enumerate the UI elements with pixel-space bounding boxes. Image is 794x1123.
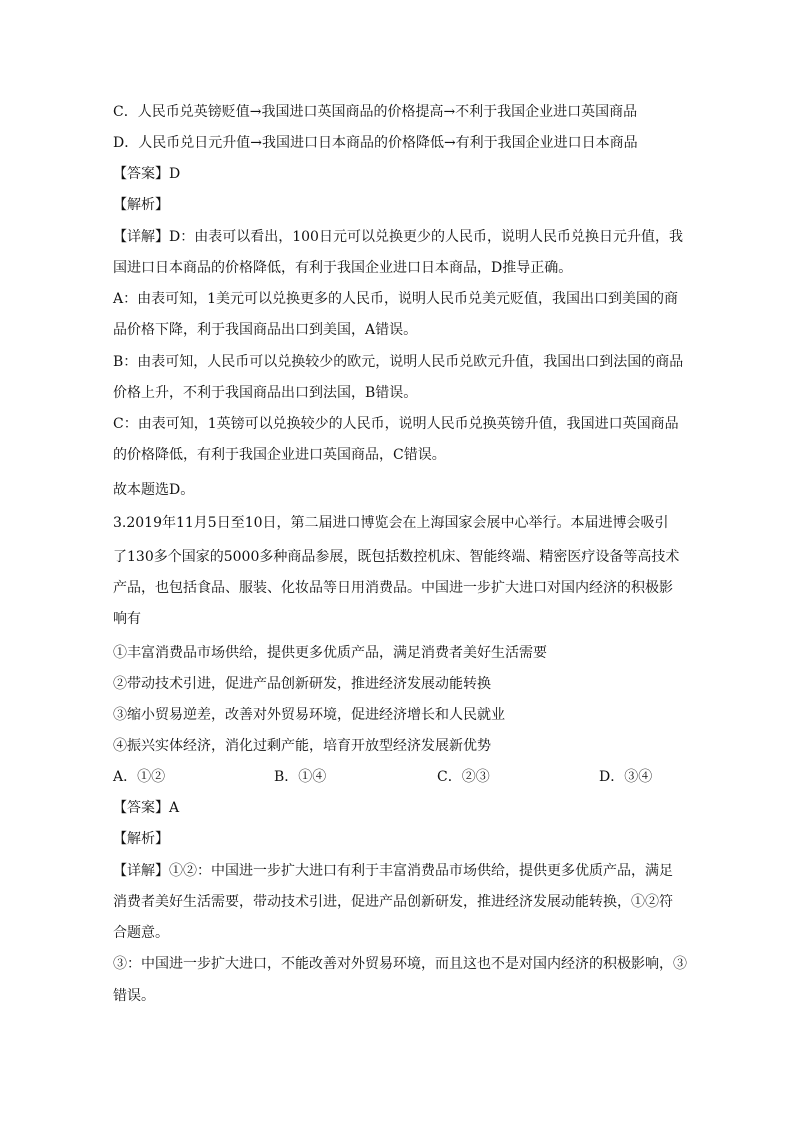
q2-answer: 【答案】D — [113, 166, 181, 182]
q2-conclusion: 故本题选D。 — [113, 482, 195, 498]
q3-option-c: C．②③ — [437, 769, 490, 785]
q3-option-d: D．③④ — [599, 769, 653, 785]
q3-detail-line-1: 【详解】①②：中国进一步扩大进口有利于丰富消费品市场供给，提供更多优质产品，满足 — [113, 863, 673, 879]
q3-item-1: ①丰富消费品市场供给，提供更多优质产品，满足消费者美好生活需要 — [113, 645, 547, 661]
q2-option-c: C．人民币兑英镑贬值→我国进口英国商品的价格提高→不利于我国企业进口英国商品 — [113, 104, 638, 120]
q2-a-line-1: A：由表可知，1美元可以兑换更多的人民币，说明人民币兑美元贬值，我国出口到美国的商 — [113, 291, 679, 307]
q3-detail-line-3: 合题意。 — [113, 925, 169, 941]
q2-b-line-2: 价格上升，不利于我国商品出口到法国，B错误。 — [113, 385, 418, 401]
q2-detail-line-1: 【详解】D：由表可以看出，100日元可以兑换更少的人民币，说明人民币兑换日元升值，我 — [113, 229, 683, 245]
q3-item-2: ②带动技术引进，促进产品创新研发，推进经济发展动能转换 — [113, 676, 491, 692]
q2-option-d: D．人民币兑日元升值→我国进口日本商品的价格降低→有利于我国企业进口日本商品 — [113, 135, 638, 151]
q2-a-line-2: 品价格下降，利于我国商品出口到美国，A错误。 — [113, 322, 418, 338]
q3-detail-line-4: ③：中国进一步扩大进口，不能改善对外贸易环境，而且这也不是对国内经济的积极影响，③ — [113, 956, 687, 972]
q3-detail-line-2: 消费者美好生活需要，带动技术引进，促进产品创新研发，推进经济发展动能转换，①②符 — [113, 894, 673, 910]
q3-option-b: B．①④ — [274, 769, 327, 785]
q3-answer: 【答案】A — [113, 800, 180, 816]
q2-detail-line-2: 国进口日本商品的价格降低，有利于我国企业进口日本商品，D推导正确。 — [113, 260, 573, 276]
q3-item-3: ③缩小贸易逆差，改善对外贸易环境，促进经济增长和人民就业 — [113, 707, 505, 723]
q2-c-line-1: C：由表可知，1英镑可以兑换较少的人民币，说明人民币兑换英镑升值，我国进口英国商品 — [113, 416, 679, 432]
q3-analysis-heading: 【解析】 — [113, 831, 169, 847]
q3-stem-line-1: 3.2019年11月5日至10日，第二届进口博览会在上海国家会展中心举行。本届进博会吸引 — [113, 515, 669, 531]
q3-detail-line-5: 错误。 — [113, 988, 155, 1004]
q3-stem-line-2: 了130多个国家的5000多种商品参展，既包括数控机床、智能终端、精密医疗设备等高技术 — [113, 549, 680, 565]
q2-b-line-1: B：由表可知，人民币可以兑换较少的欧元，说明人民币兑欧元升值，我国出口到法国的商品 — [113, 354, 684, 370]
q3-stem-line-3: 产品，也包括食品、服装、化妆品等日用消费品。中国进一步扩大进口对国内经济的积极影 — [113, 580, 673, 596]
q3-stem-line-4: 响有 — [113, 611, 141, 627]
q3-option-a: A．①② — [113, 769, 166, 785]
q2-c-line-2: 的价格降低，有利于我国企业进口英国商品，C错误。 — [113, 447, 446, 463]
q2-analysis-heading: 【解析】 — [113, 197, 169, 213]
q3-item-4: ④振兴实体经济，消化过剩产能，培育开放型经济发展新优势 — [113, 738, 491, 754]
